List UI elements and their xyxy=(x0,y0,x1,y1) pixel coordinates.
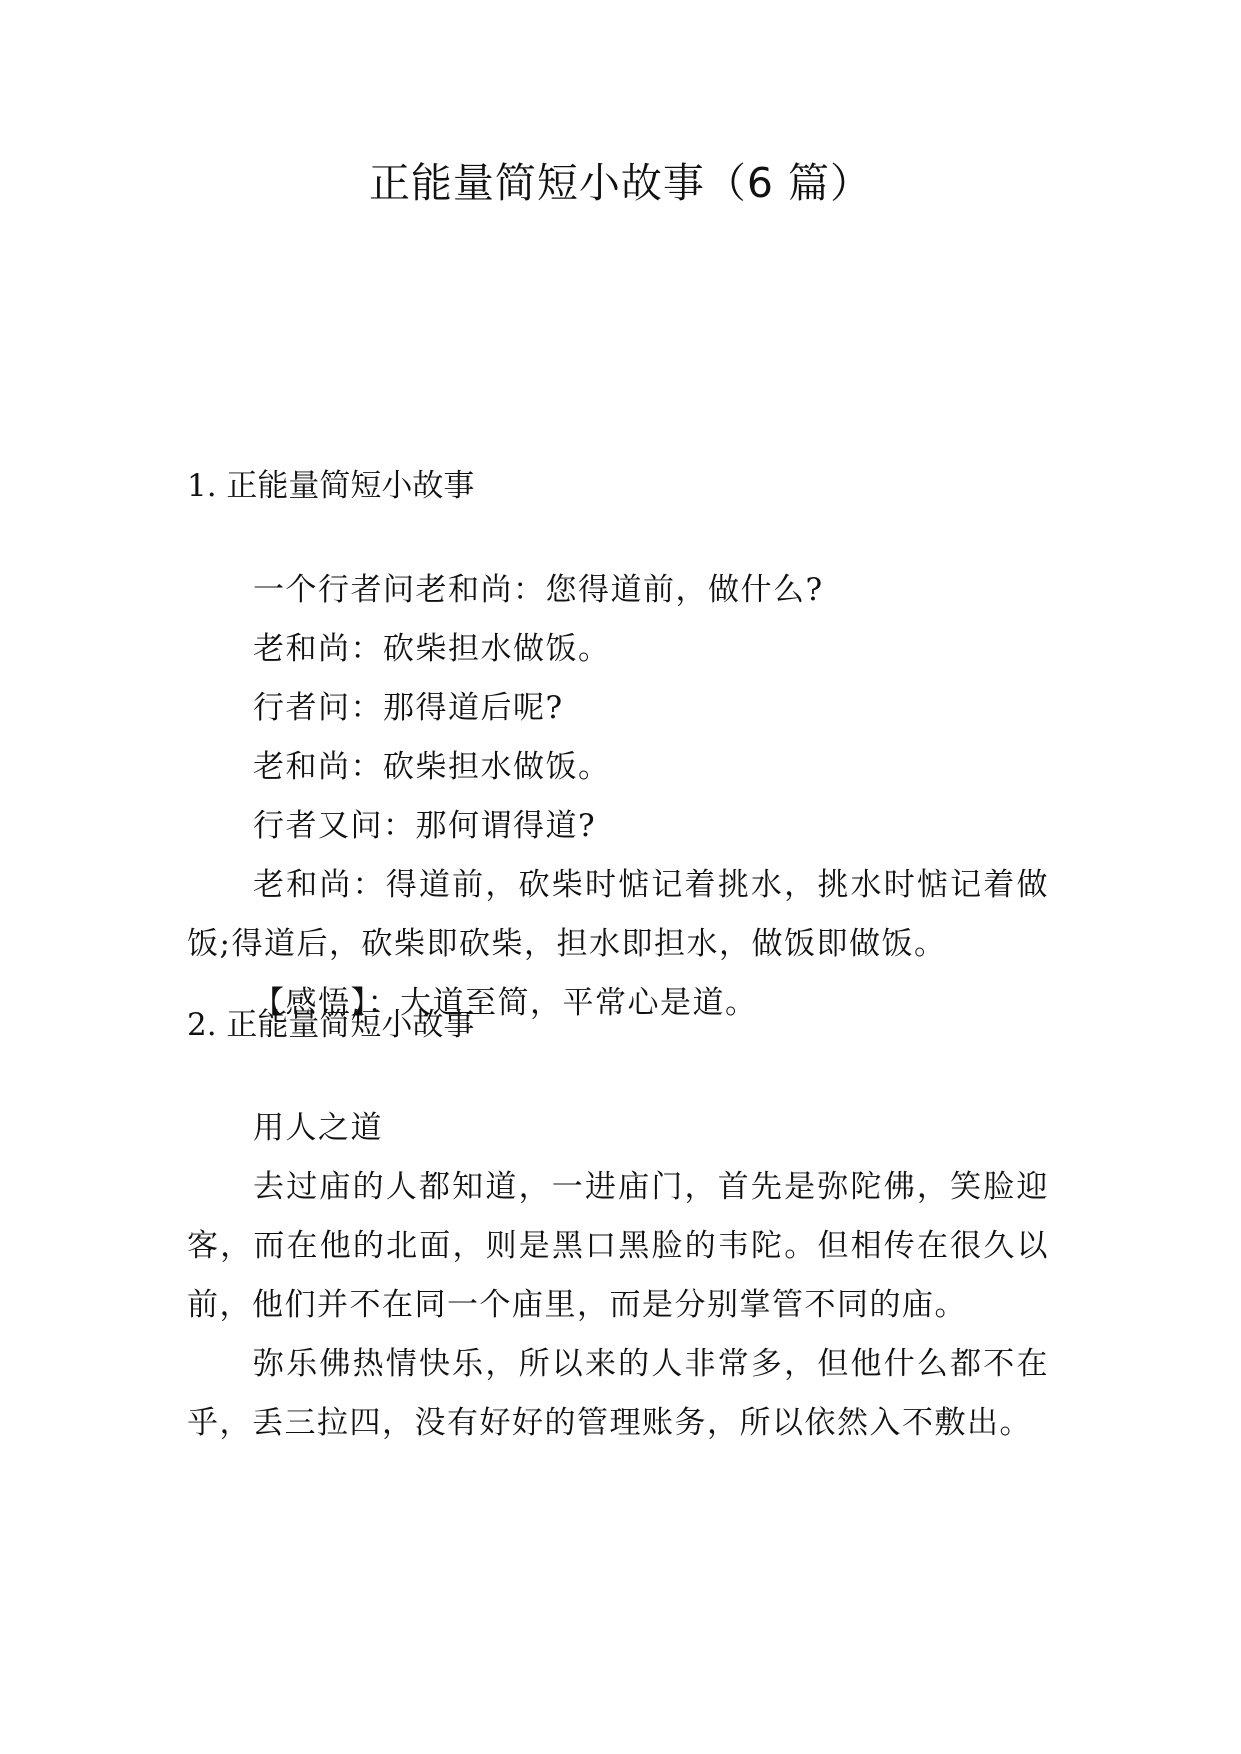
paragraph: 弥乐佛热情快乐，所以来的人非常多，但他什么都不在乎，丢三拉四，没有好好的管理账务，所以依然入不敷出。 xyxy=(187,1346,1049,1441)
section-1-body xyxy=(187,561,1049,1033)
document-title: 正能量简短小故事（6 篇） xyxy=(368,159,873,207)
paragraph: 【感悟】：大道至简，平常心是道。 xyxy=(253,985,758,1021)
paragraph: 去过庙的人都知道，一进庙门，首先是弥陀佛，笑脸迎客，而在他的北面，则是黑口黑脸的韦陀。但相传在很久以前，他们并不在同一个庙里，而是分别掌管不同的庙。 xyxy=(187,1169,1049,1323)
paragraph: 行者又问：那何谓得道? xyxy=(253,808,597,844)
section-2-body xyxy=(187,1099,1049,1453)
section-1-heading: 1. 正能量简短小故事 xyxy=(187,468,475,504)
paragraph: 用人之道 xyxy=(253,1110,383,1146)
paragraph: 老和尚：砍柴担水做饭。 xyxy=(253,631,611,667)
paragraph: 一个行者问老和尚：您得道前，做什么? xyxy=(253,572,824,608)
paragraph: 老和尚：得道前，砍柴时惦记着挑水，挑水时惦记着做饭;得道后，砍柴即砍柴，担水即担水，做饭即做饭。 xyxy=(187,867,1049,962)
section-2-heading: 2. 正能量简短小故事 xyxy=(187,1007,475,1043)
paragraph: 老和尚：砍柴担水做饭。 xyxy=(253,749,611,785)
paragraph: 行者问：那得道后呢? xyxy=(253,690,564,726)
